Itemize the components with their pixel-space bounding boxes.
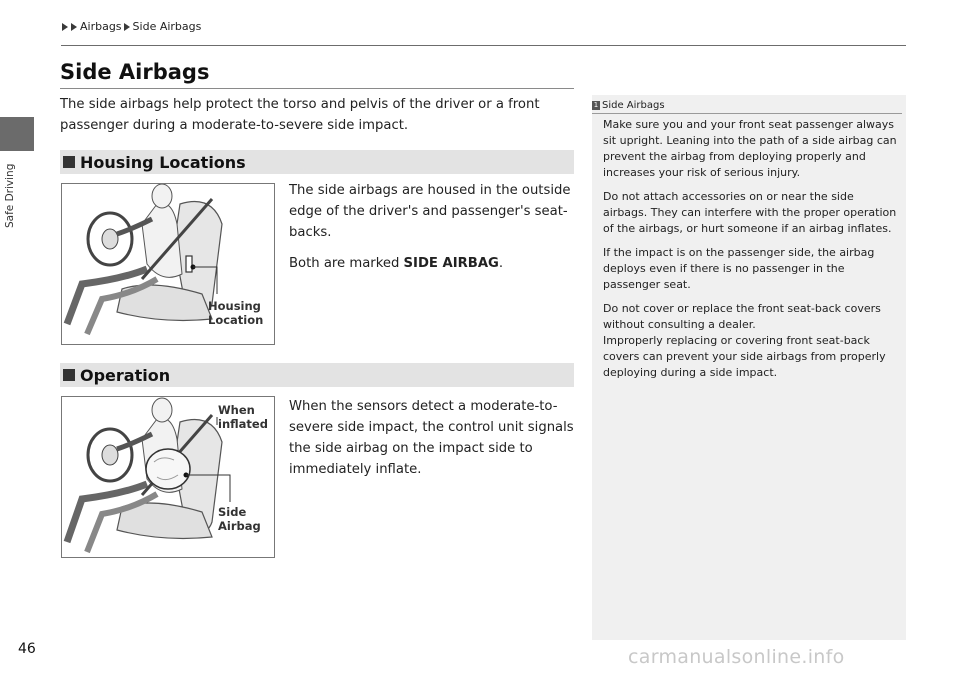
note-paragraph: Do not cover or replace the front seat-back covers without consulting a dealer. Improperly replacing or covering front seat-back covers can prevent your side airbags from properly deploying during a side impact. xyxy=(603,302,886,379)
breadcrumb-arrow-icon xyxy=(62,23,68,31)
breadcrumb-arrow-icon xyxy=(124,23,130,31)
breadcrumb-arrow-icon xyxy=(71,23,77,31)
breadcrumb-item-side-airbags[interactable]: Side Airbags xyxy=(132,20,202,33)
header-divider xyxy=(61,45,906,46)
chapter-tab-label: Safe Driving xyxy=(4,163,16,228)
note-body xyxy=(603,117,901,389)
chapter-tab-marker xyxy=(0,117,34,151)
title-divider xyxy=(60,88,574,89)
when-inflated-callout: When inflated xyxy=(218,403,268,431)
intro-paragraph: The side airbags help protect the torso and pelvis of the driver or a front passenger during a moderate-to-severe side impact. xyxy=(60,97,540,133)
breadcrumb xyxy=(62,20,201,33)
note-paragraph: Make sure you and your front seat passenger always sit upright. Leaning into the path of a side airbag can prevent the airbag from deploying properly and increases your risk of serious injury. xyxy=(603,118,897,179)
housing-description xyxy=(289,180,579,274)
breadcrumb-item-airbags[interactable]: Airbags xyxy=(80,20,122,33)
page-number: 46 xyxy=(18,641,36,657)
note-paragraph: If the impact is on the passenger side, the airbag deploys even if there is no passenger in the passenger seat. xyxy=(603,246,875,291)
operation-figure xyxy=(61,396,275,558)
note-marker-icon: 1 xyxy=(593,100,599,109)
watermark: carmanualsonline.info xyxy=(628,646,845,668)
section-heading-text: Housing Locations xyxy=(80,152,246,172)
housing-marking-paragraph: Both are marked SIDE AIRBAG. xyxy=(289,256,504,271)
section-square-icon xyxy=(63,156,75,168)
housing-paragraph: The side airbags are housed in the outside edge of the driver's and passenger's seat-backs. xyxy=(289,183,571,240)
operation-paragraph: When the sensors detect a moderate-to-severe side impact, the control unit signals the side airbag on the impact side to immediately inflate. xyxy=(289,399,574,477)
side-note-box xyxy=(592,95,906,640)
note-paragraph: Do not attach accessories on or near the side airbags. They can interfere with the proper operation of the airbags, or hurt someone if an airbag inflates. xyxy=(603,190,897,235)
side-airbag-callout: Side Airbag xyxy=(218,505,261,533)
section-square-icon xyxy=(63,369,75,381)
section-heading-text: Operation xyxy=(80,365,171,385)
note-header xyxy=(592,97,902,114)
housing-figure xyxy=(61,183,275,345)
section-heading-operation xyxy=(60,363,574,387)
page-title: Side Airbags xyxy=(60,60,210,84)
housing-location-callout: Housing Location xyxy=(208,299,264,327)
section-heading-housing xyxy=(60,150,574,174)
side-airbag-marking: SIDE AIRBAG xyxy=(403,256,499,271)
note-title: Side Airbags xyxy=(602,99,665,111)
